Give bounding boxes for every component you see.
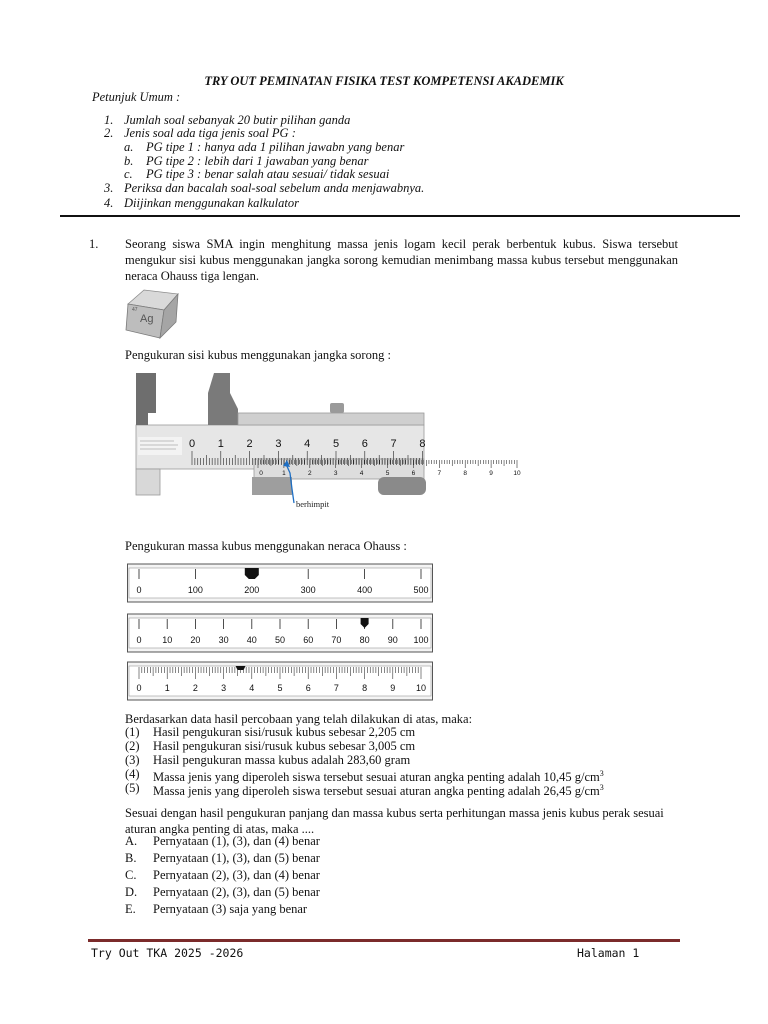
beam-label: 8 — [362, 683, 368, 693]
caliper-main-label: 4 — [304, 438, 311, 450]
caliper-vernier-label: 1 — [282, 470, 286, 477]
coincide-label: berhimpit — [296, 499, 330, 509]
option-text: Pernyataan (2), (3), dan (5) benar — [153, 885, 320, 899]
caliper-vernier-label: 3 — [333, 470, 338, 477]
instruction-sub-num: a. — [124, 140, 134, 154]
beam-label: 100 — [187, 585, 203, 595]
instruction-text: Periksa dan bacalah soal-soal sebelum anda menjawabnya. — [124, 181, 425, 195]
footer-left: Try Out TKA 2025 -2026 — [91, 946, 244, 960]
beam-label: 20 — [190, 635, 201, 645]
footer-page-number: Halaman 1 — [577, 946, 640, 960]
option-text: Pernyataan (3) saja yang benar — [153, 902, 308, 916]
instruction-sub-num: b. — [124, 154, 134, 168]
caliper-vernier-label: 4 — [359, 470, 364, 477]
beam-label: 6 — [305, 683, 311, 693]
statement-num: (2) — [125, 739, 140, 753]
instructions-heading: Petunjuk Umum : — [92, 90, 181, 104]
header-divider — [60, 215, 740, 217]
instruction-num: 4. — [104, 196, 114, 210]
cube-number: 47 — [132, 307, 138, 313]
option-letter: B. — [125, 851, 137, 865]
instruction-num: 1. — [104, 113, 114, 127]
option-e[interactable] — [125, 902, 308, 917]
beam-label: 5 — [277, 683, 283, 693]
statement-text: Massa jenis yang diperoleh siswa tersebut sesuai aturan angka penting adalah 10,45 $g/cm^3$ — [153, 769, 604, 785]
statement-num: (5) — [125, 781, 140, 795]
caliper-main-label: 5 — [332, 438, 340, 450]
option-d[interactable] — [125, 885, 320, 900]
option-a[interactable] — [125, 834, 320, 849]
footer-divider — [88, 939, 680, 942]
beam-label: 0 — [136, 683, 142, 693]
caliper-vernier-label: 8 — [463, 470, 468, 477]
option-letter: E. — [125, 902, 136, 916]
data-intro: Berdasarkan data hasil percobaan yang telah dilakukan di atas, maka: — [125, 712, 473, 726]
instruction-text: Jumlah soal sebanyak 20 butir pilihan ganda — [124, 113, 351, 127]
beam-label: 2 — [192, 683, 198, 693]
caliper-vernier-label: 2 — [307, 470, 312, 477]
caliper-vernier-label: 6 — [411, 470, 416, 477]
beam-label: 400 — [357, 585, 373, 595]
option-b[interactable] — [125, 851, 320, 866]
statement-text: Hasil pengukuran sisi/rusuk kubus sebesar 2,205 cm — [153, 725, 416, 739]
beam-label: 7 — [333, 683, 339, 693]
caliper-main-label: 7 — [390, 438, 397, 450]
beam-label: 40 — [246, 635, 257, 645]
fixed-jaw — [136, 373, 156, 425]
question-stem: Seorang siswa SMA ingin menghitung massa jenis logam kecil perak berbentuk kubus. Siswa tersebut mengukur sisi kubus menggunakan jangka sorong kemudian menimbang massa kubus tersebut menggunakan neraca Ohauss tiga lengan. — [125, 237, 678, 283]
caliper-main-label: 0 — [188, 438, 196, 450]
thumb-wheel — [378, 477, 426, 495]
locking-screw — [330, 403, 344, 413]
caliper-vernier-label: 5 — [385, 470, 390, 477]
caliper-vernier-label: 9 — [489, 470, 493, 477]
silver-cube-image — [124, 286, 182, 340]
caliper-vernier-label: 10 — [513, 470, 521, 477]
beam-label: 50 — [274, 635, 286, 645]
statement-text: Massa jenis yang diperoleh siswa tersebut sesuai aturan angka penting adalah 26,45 $g/cm^3$ — [153, 783, 604, 799]
beam-label: 0 — [136, 585, 142, 595]
option-c[interactable] — [125, 868, 320, 883]
beam-label: 10 — [415, 683, 427, 693]
caliper-main-label: 2 — [246, 438, 253, 450]
statement-text: Hasil pengukuran sisi/rusuk kubus sebesar 3,005 cm — [153, 739, 416, 753]
beam-label: 1 — [164, 683, 170, 693]
caliper-vernier-label: 0 — [259, 470, 263, 477]
statement-text: Hasil pengukuran massa kubus adalah 283,60 gram — [153, 753, 411, 767]
caliper-main-label: 6 — [361, 438, 368, 450]
sliding-jaw — [208, 373, 238, 425]
instruction-num: 3. — [104, 181, 114, 195]
balance-caption: Pengukuran massa kubus menggunakan neraca Ohauss : — [125, 539, 407, 553]
beam-label: 200 — [244, 585, 260, 595]
instruction-sub-text: PG tipe 1 : hanya ada 1 pilihan jawabn yang benar — [146, 140, 405, 154]
caliper-caption: Pengukuran sisi kubus menggunakan jangka sorong : — [125, 348, 391, 362]
instruction-sub-text: PG tipe 2 : lebih dari 1 jawaban yang benar — [146, 154, 369, 168]
caliper-main-label: 3 — [275, 438, 282, 450]
instruction-sub-text: PG tipe 3 : benar salah atau sesuai/ tidak sesuai — [146, 167, 390, 181]
beam-label: 60 — [303, 635, 314, 645]
instruction-sub-num: c. — [124, 167, 133, 181]
beam-label: 100 — [413, 635, 429, 645]
beam-100g — [128, 614, 433, 652]
beam-label: 90 — [387, 635, 398, 645]
option-letter: A. — [125, 834, 138, 848]
vernier-caliper-figure — [134, 373, 521, 513]
option-text: Pernyataan (2), (3), dan (4) benar — [153, 868, 320, 882]
beam-label: 30 — [218, 635, 229, 645]
option-text: Pernyataan (1), (3), dan (5) benar — [153, 851, 320, 865]
beam-10g — [128, 662, 433, 700]
question-prompt: Sesuai dengan hasil pengukuran panjang dan massa kubus serta perhitungan massa jenis kubus perak sesuai aturan angka penting di atas, maka .... — [125, 806, 664, 836]
beam-label: 3 — [221, 683, 227, 693]
option-letter: D. — [125, 885, 138, 899]
ohaus-balance-figure — [127, 562, 435, 704]
beam-label: 70 — [331, 635, 342, 645]
beam-label: 80 — [359, 635, 370, 645]
instruction-num: 2. — [104, 126, 114, 140]
question-number: 1. — [89, 237, 99, 251]
statement-num: (1) — [125, 725, 140, 739]
caliper-vernier-label: 7 — [437, 470, 442, 477]
page-title: TRY OUT PEMINATAN FISIKA TEST KOMPETENSI AKADEMIK — [204, 74, 564, 88]
cube-symbol: Ag — [140, 313, 154, 325]
caliper-main-label: 8 — [419, 438, 426, 450]
statement-num: (3) — [125, 753, 140, 767]
beam-label: 4 — [249, 683, 255, 693]
beam-label: 500 — [413, 585, 429, 595]
option-text: Pernyataan (1), (3), dan (4) benar — [153, 834, 320, 848]
statement-num: (4) — [125, 767, 140, 781]
option-letter: C. — [125, 868, 137, 882]
beam-label: 9 — [390, 683, 396, 693]
caliper-main-label: 1 — [217, 438, 224, 450]
beam-label: 300 — [300, 585, 316, 595]
beam-500g — [128, 564, 433, 602]
instruction-text: Diijinkan menggunakan kalkulator — [124, 196, 299, 210]
beam-label: 0 — [136, 635, 142, 645]
beam-label: 10 — [162, 635, 173, 645]
instruction-text: Jenis soal ada tiga jenis soal PG : — [124, 126, 296, 140]
